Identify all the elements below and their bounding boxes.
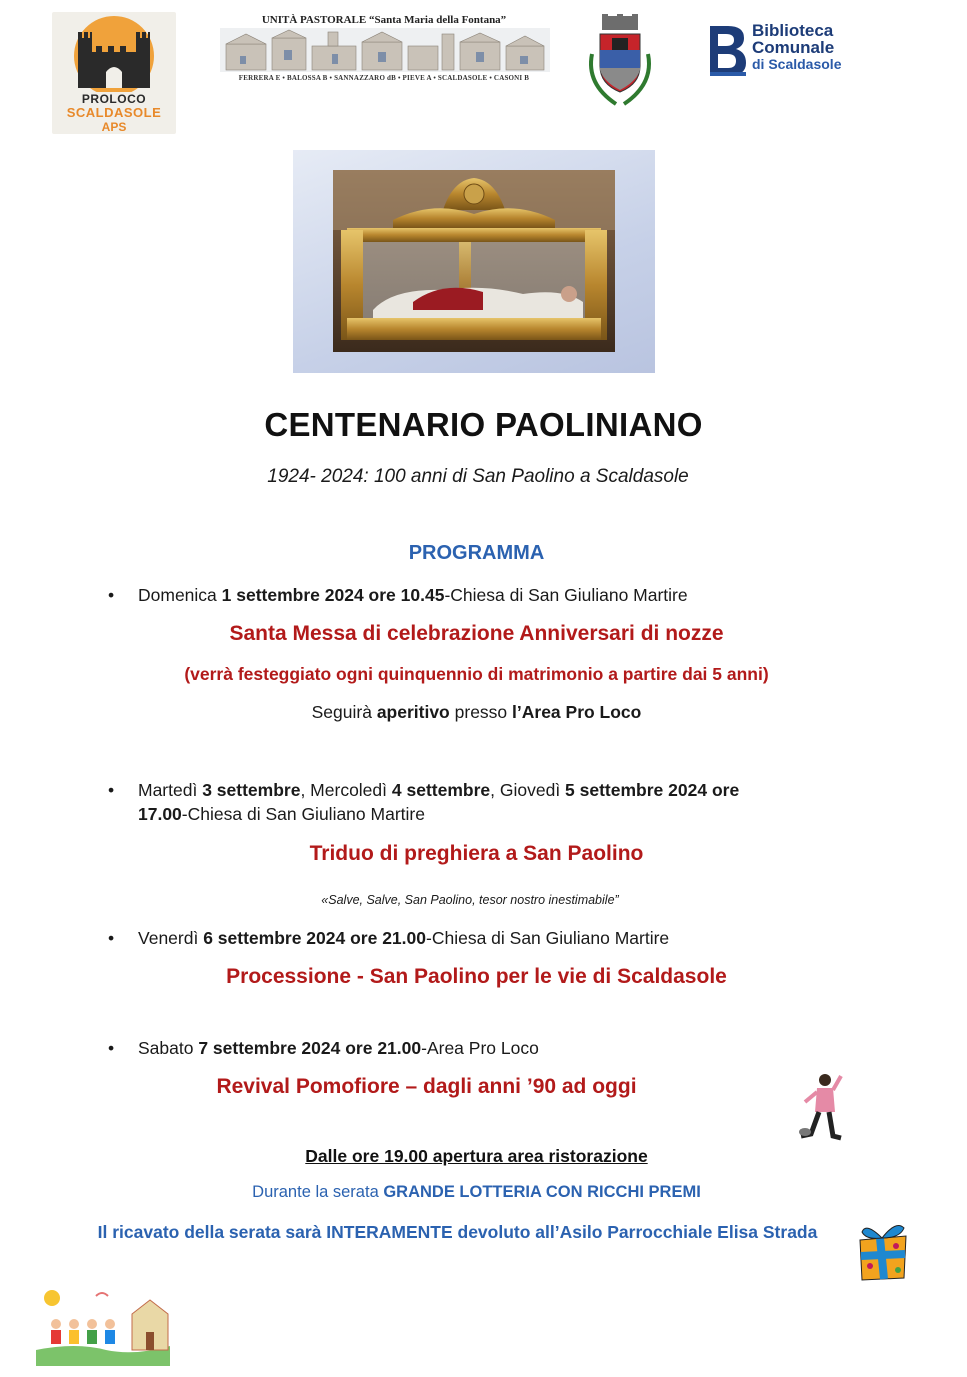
kids-drawing-icon [36, 1284, 170, 1366]
page-subtitle: 1924- 2024: 100 anni di San Paolino a Scaldasole [267, 466, 689, 487]
event-2-quote: «Salve, Salve, San Paolino, tesor nostro inestimabile” [321, 893, 619, 907]
t: Venerdì [138, 928, 204, 948]
biblioteca-text [752, 22, 841, 73]
unita-places: FERRERA E • BALOSSA B • SANNAZZARO dB • PIEVE A • SCALDASOLE • CASONI B [238, 74, 530, 82]
catering-notice: Dalle ore 19.00 apertura area ristorazione [305, 1146, 648, 1166]
event-1-note: (verrà festeggiato ogni quinquennio di matrimonio a partire dai 5 anni) [184, 664, 769, 684]
churches-illustration-icon [220, 28, 550, 72]
t: GRANDE LOTTERIA CON RICCHI PREMI [383, 1183, 701, 1201]
t: 3 settembre [202, 780, 301, 800]
t: 4 settembre [391, 780, 491, 800]
unita-pastorale-banner [216, 14, 552, 86]
proceeds-notice [70, 1220, 845, 1244]
coat-of-arms-icon [582, 14, 658, 108]
event-1-day: Domenica [138, 585, 222, 605]
t: Martedì [138, 780, 203, 800]
biblioteca-logo [706, 22, 866, 80]
coat-of-arms [582, 14, 658, 108]
event-1-follow [0, 702, 953, 723]
reliquary-photo [333, 170, 615, 352]
t: devoluto all’Asilo Parrocchiale Elisa Strada [452, 1222, 818, 1242]
gift-box-icon [852, 1218, 914, 1282]
t: Sabato [138, 1038, 199, 1058]
book-b-icon [706, 22, 750, 78]
event-2-text-2 [138, 802, 425, 826]
bullet: • [108, 585, 115, 605]
t: 7 settembre 2024 ore 21.00 [198, 1038, 422, 1058]
bullet: • [108, 780, 115, 800]
event-2-text-1 [138, 778, 739, 802]
proloco-line3: APS [101, 120, 127, 134]
biblioteca-line3: di Scaldasole [752, 56, 842, 72]
biblioteca-line1: Biblioteca [752, 21, 834, 40]
proloco-line1: PROLOCO [81, 92, 147, 106]
t: 6 settembre 2024 ore 21.00 [203, 928, 426, 948]
event-1-place: -Chiesa di San Giuliano Martire [444, 585, 688, 605]
t: -Chiesa di San Giuliano Martire [426, 928, 670, 948]
t: INTERAMENTE [326, 1222, 453, 1242]
proloco-logo [52, 12, 176, 134]
t: , Giovedì [490, 780, 566, 800]
follow-text-2: presso [449, 702, 513, 722]
lottery-notice [0, 1183, 953, 1202]
event-4-text [138, 1036, 539, 1060]
event-1-headline: Santa Messa di celebrazione Anniversari di nozze [229, 622, 724, 645]
event-2-headline: Triduo di preghiera a San Paolino [309, 842, 644, 865]
t: 17.00 [138, 804, 182, 824]
proloco-line2: SCALDASOLE [66, 105, 162, 120]
t: -Chiesa di San Giuliano Martire [181, 804, 425, 824]
event-1-date: 1 settembre 2024 ore 10.45 [221, 585, 445, 605]
t: Durante la serata [252, 1183, 384, 1201]
unita-title: UNITÀ PASTORALE “Santa Maria della Fontana” [261, 14, 507, 26]
event-3-text [138, 926, 669, 950]
event-4-headline: Revival Pomofiore – dagli anni ’90 ad oggi [216, 1075, 637, 1098]
t: -Area Pro Loco [421, 1038, 539, 1058]
bullet: • [108, 928, 115, 948]
event-1-text [138, 583, 688, 607]
t: , Mercoledì [300, 780, 392, 800]
castle-icon [52, 12, 176, 92]
biblioteca-line2: Comunale [752, 38, 835, 57]
bullet: • [108, 1038, 115, 1058]
t: 5 settembre 2024 ore [565, 780, 740, 800]
dancer-icon [795, 1072, 843, 1142]
follow-aperitivo: aperitivo [376, 702, 450, 722]
page-title: CENTENARIO PAOLINIANO [264, 406, 703, 443]
t: Il ricavato della serata sarà [97, 1222, 327, 1242]
event-3-headline: Processione - San Paolino per le vie di Scaldasole [226, 965, 727, 988]
follow-text-1: Seguirà [311, 702, 377, 722]
follow-area: l’Area Pro Loco [512, 702, 642, 722]
program-heading: PROGRAMMA [408, 542, 545, 564]
